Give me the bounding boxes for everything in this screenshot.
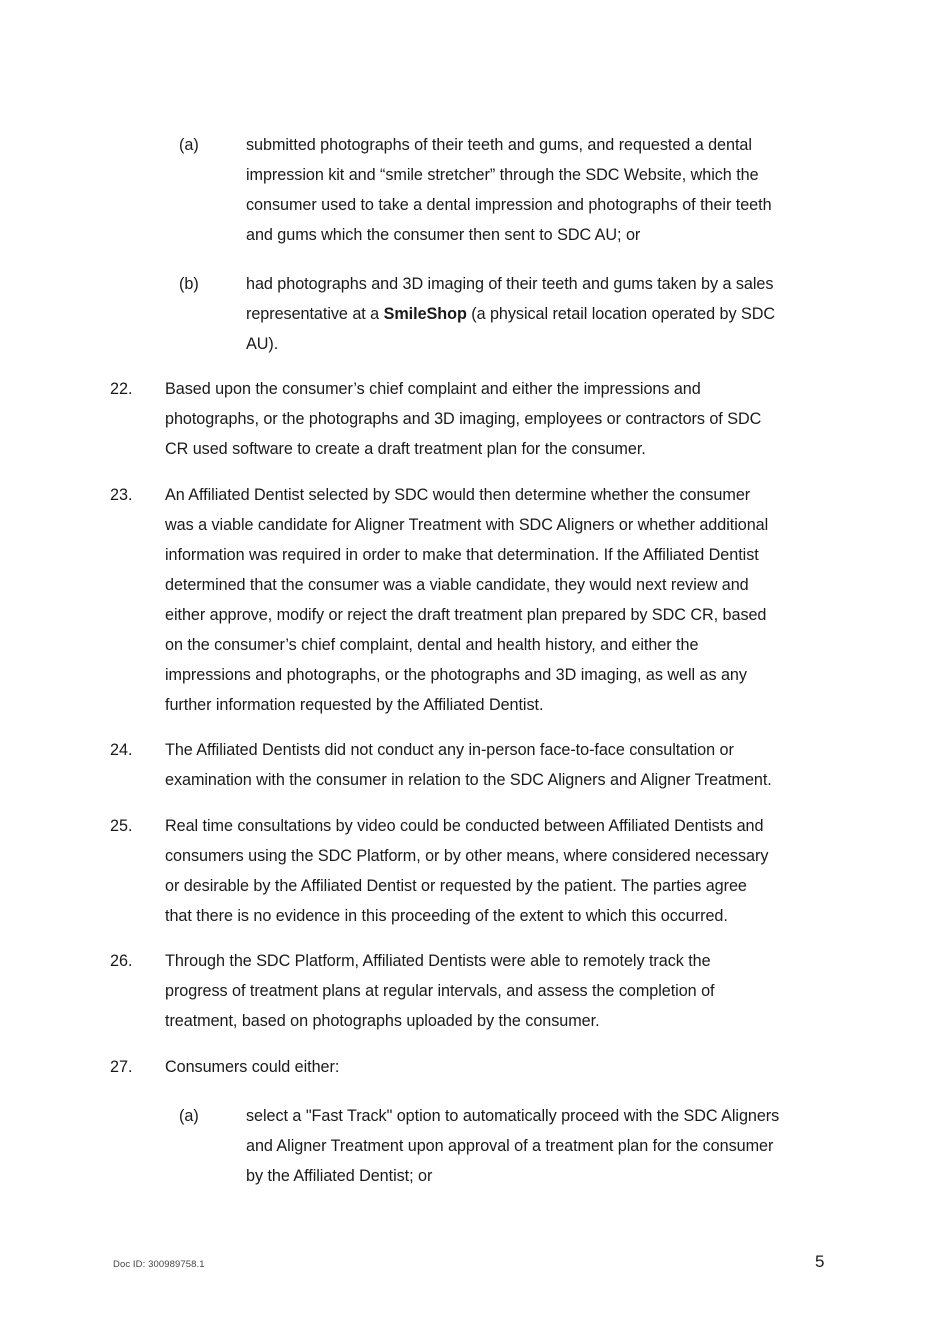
text-line: consumers using the SDC Platform, or by other means, where considered necessary — [165, 847, 769, 865]
text-line: select a "Fast Track" option to automatically proceed with the SDC Aligners — [246, 1107, 780, 1125]
text-line: Consumers could either: — [165, 1058, 340, 1076]
text-line: impressions and photographs, or the photographs and 3D imaging, as well as any — [165, 666, 747, 684]
paragraph-text — [165, 946, 714, 1036]
item-marker: (b) — [179, 275, 199, 293]
text-line — [246, 299, 775, 329]
text-line: and Aligner Treatment upon approval of a treatment plan for the consumer — [246, 1137, 774, 1155]
text-line: and gums which the consumer then sent to SDC AU; or — [246, 226, 641, 244]
text-line: CR used software to create a draft treatment plan for the consumer. — [165, 440, 646, 458]
text-line: impression kit and “smile stretcher” through the SDC Website, which the — [246, 166, 759, 184]
item-marker: (a) — [179, 136, 199, 154]
paragraph-number: 26. — [110, 952, 133, 970]
text-line: had photographs and 3D imaging of their teeth and gums taken by a sales — [246, 275, 774, 293]
text-line: An Affiliated Dentist selected by SDC would then determine whether the consumer — [165, 486, 751, 504]
text-line: photographs, or the photographs and 3D imaging, employees or contractors of SDC — [165, 410, 762, 428]
paragraph-number: 24. — [110, 741, 133, 759]
text-line: progress of treatment plans at regular intervals, and assess the completion of — [165, 982, 715, 1000]
item-text — [246, 1101, 779, 1191]
text-line: that there is no evidence in this proceeding of the extent to which this occurred. — [165, 907, 728, 925]
paragraph-text — [165, 1052, 339, 1082]
paragraph-number: 22. — [110, 380, 133, 398]
text-line: The Affiliated Dentists did not conduct any in-person face-to-face consultation or — [165, 741, 734, 759]
paragraph-number: 23. — [110, 486, 133, 504]
smileshop-bold-term: SmileShop — [383, 305, 467, 323]
text-line: consumer used to take a dental impression and photographs of their teeth — [246, 196, 772, 214]
text-fragment: (a physical retail location operated by SDC — [466, 305, 775, 323]
text-line: on the consumer’s chief complaint, dental and health history, and either the — [165, 636, 699, 654]
text-line: by the Affiliated Dentist; or — [246, 1167, 433, 1185]
paragraph-number: 25. — [110, 817, 133, 835]
item-marker: (a) — [179, 1107, 199, 1125]
text-line: Real time consultations by video could be conducted between Affiliated Dentists and — [165, 817, 764, 835]
text-line: AU). — [246, 335, 279, 353]
page-number: 5 — [815, 1252, 825, 1271]
text-line: examination with the consumer in relation to the SDC Aligners and Aligner Treatment. — [165, 771, 772, 789]
text-line: either approve, modify or reject the draft treatment plan prepared by SDC CR, based — [165, 606, 767, 624]
text-line: treatment, based on photographs uploaded by the consumer. — [165, 1012, 600, 1030]
paragraph-text — [165, 374, 761, 464]
text-line: submitted photographs of their teeth and gums, and requested a dental — [246, 136, 752, 154]
text-line: further information requested by the Affiliated Dentist. — [165, 696, 544, 714]
paragraph-text — [165, 480, 768, 720]
text-line: Based upon the consumer’s chief complaint and either the impressions and — [165, 380, 701, 398]
text-line: or desirable by the Affiliated Dentist or requested by the patient. The parties agree — [165, 877, 747, 895]
item-text — [246, 269, 775, 359]
text-line: information was required in order to make that determination. If the Affiliated Dentist — [165, 546, 759, 564]
footer-doc-id: Doc ID: 300989758.1 — [113, 1259, 205, 1270]
text-fragment: representative at a — [246, 305, 384, 323]
text-line: was a viable candidate for Aligner Treatment with SDC Aligners or whether additional — [165, 516, 769, 534]
paragraph-text — [165, 811, 768, 931]
paragraph-text — [165, 735, 772, 795]
item-text — [246, 130, 772, 250]
text-line: Through the SDC Platform, Affiliated Dentists were able to remotely track the — [165, 952, 711, 970]
text-line: determined that the consumer was a viable candidate, they would next review and — [165, 576, 749, 594]
paragraph-number: 27. — [110, 1058, 133, 1076]
